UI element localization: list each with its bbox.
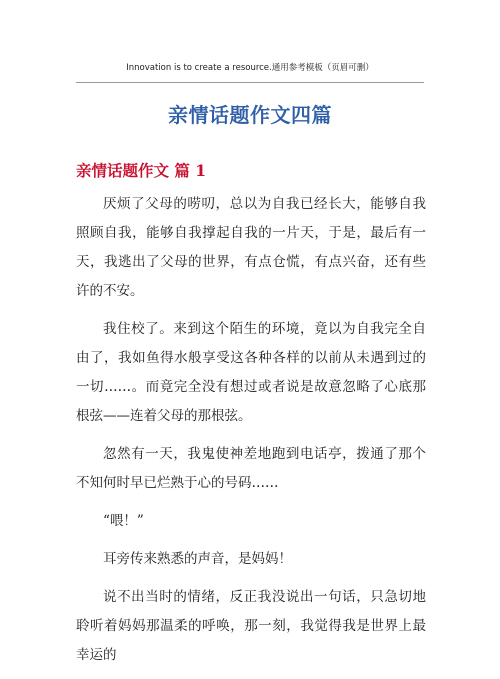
header-divider [76, 82, 424, 83]
paragraph: 忽然有一天，我鬼使神差地跑到电话亭，拨通了那个不知何时早已烂熟于心的号码…… [76, 446, 426, 491]
page-header: Innovation is to create a resource.通用参考模板（页眉可删） [126, 63, 374, 73]
document-title: 亲情话题作文四篇 [168, 103, 332, 127]
paragraph: 厌烦了父母的唠叨，总以为自我已经长大，能够自我照顾自我，能够自我撑起自我的一片天，于是，最后有一天，我逃出了父母的世界，有点仓慌，有点兴奋，还有些许的不安。 [76, 196, 426, 299]
paragraph: 我住校了。来到这个陌生的环境，竟以为自我完全自由了，我如鱼得水般享受这各种各样的以前从未遇到过的一切……。而竟完全没有想过或者说是故意忽略了心底那根弦——连着父母的那根弦。 [76, 321, 426, 424]
paragraph: “喂！” [103, 513, 144, 529]
paragraph: 耳旁传来熟悉的声音，是妈妈！ [103, 551, 292, 567]
paragraph: 说不出当时的情绪，反正我没说出一句话，只急切地聆听着妈妈那温柔的呼唤，那一刻，我觉得我是世界上最幸运的 [76, 589, 426, 663]
document-body [76, 190, 426, 679]
section-heading: 亲情话题作文 篇 1 [76, 161, 207, 180]
